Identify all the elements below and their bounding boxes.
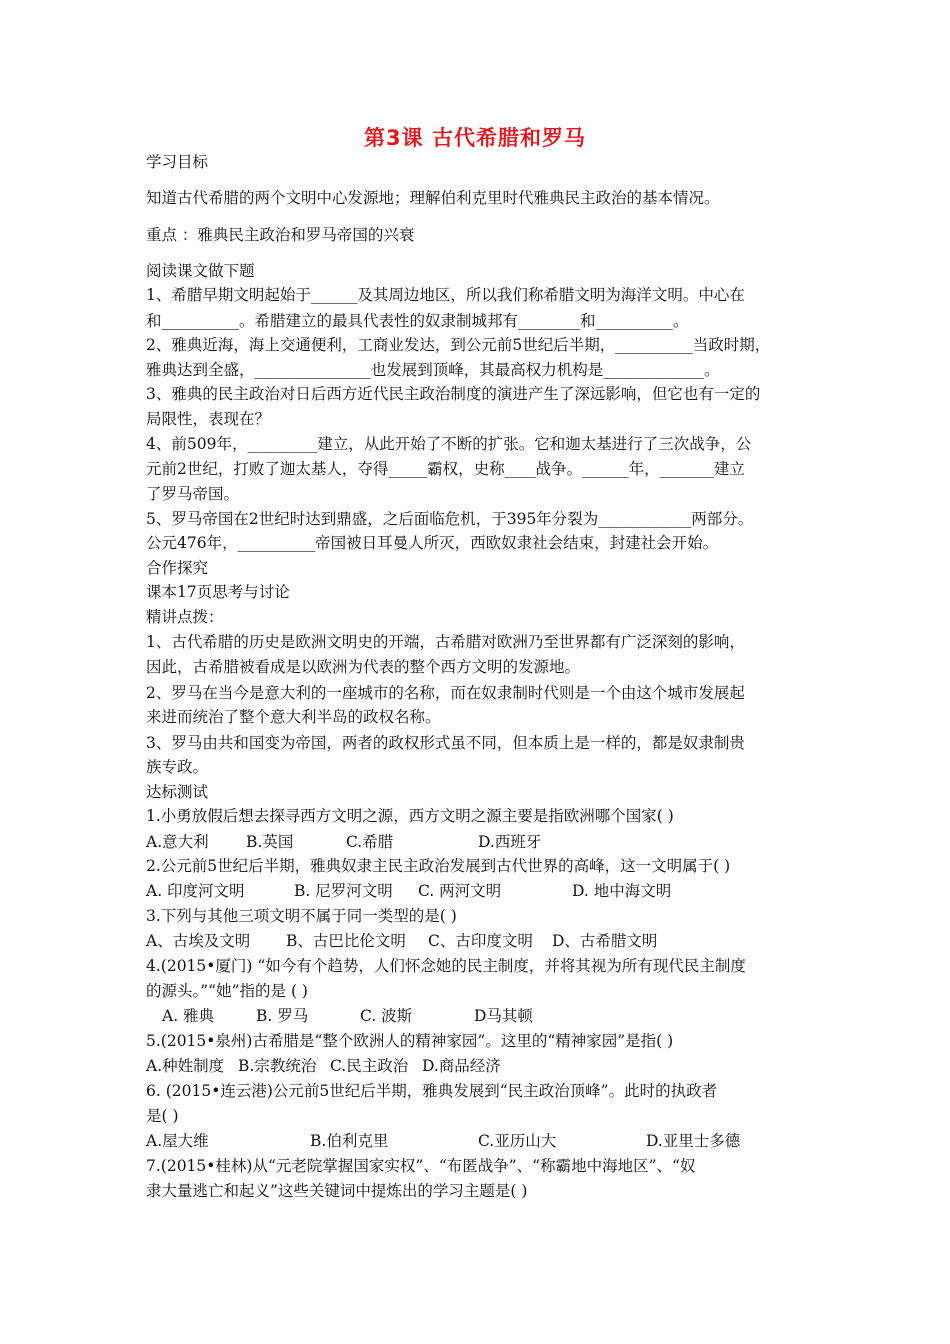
lecture-line: 2、罗马在当今是意大利的一座城市的名称，而在奴隶制时代则是一个由这个城市发展起 bbox=[146, 684, 745, 702]
lecture-line: 因此，古希腊被看成是以欧洲为代表的整个西方文明的发源地。 bbox=[146, 658, 581, 676]
question-1-options bbox=[146, 832, 836, 852]
option-a: A. 雅典 bbox=[162, 1007, 215, 1025]
option-d: D、古希腊文明 bbox=[552, 932, 658, 950]
reading-line: 5、罗马帝国在2世纪时达到鼎盛，之后面临危机，于395年分裂为____________两部分。 bbox=[146, 510, 754, 528]
question-6-stem: 是( ) bbox=[146, 1107, 179, 1125]
option-a: A.屋大维 bbox=[146, 1132, 209, 1150]
option-d: D马其顿 bbox=[474, 1007, 533, 1025]
option-b: B、古巴比伦文明 bbox=[286, 932, 406, 950]
option-c: C.民主政治 bbox=[330, 1057, 409, 1075]
reading-line: 2、雅典近海，海上交通便利，工商业发达，到公元前5世纪后半期，__________当政时期， bbox=[146, 336, 771, 354]
option-c: C、古印度文明 bbox=[428, 932, 533, 950]
option-a: A、古埃及文明 bbox=[146, 932, 251, 950]
option-c: C.希腊 bbox=[346, 833, 394, 851]
question-4-stem: 的源头。”“她”指的是 ( ) bbox=[146, 982, 308, 1000]
option-d: D.亚里士多德 bbox=[646, 1132, 741, 1150]
option-c: C.亚历山大 bbox=[478, 1132, 557, 1150]
reading-line: 了罗马帝国。 bbox=[146, 485, 240, 503]
question-2-options bbox=[146, 881, 836, 901]
option-d: D.西班牙 bbox=[478, 833, 542, 851]
reading-line: 4、前509年，_________建立，从此开始了不断的扩张。它和迦太基进行了三次战争，公 bbox=[146, 435, 752, 453]
question-4-options bbox=[162, 1006, 852, 1026]
question-4-stem: 4.(2015•厦门) “如今有个趋势，人们怀念她的民主制度，并将其视为所有现代民主制度 bbox=[146, 957, 746, 975]
lecture-line: 族专政。 bbox=[146, 758, 209, 776]
question-3-stem: 3.下列与其他三项文明不属于同一类型的是( ) bbox=[146, 907, 457, 925]
reading-line: 公元476年，__________帝国被日耳曼人所灭，西欧奴隶社会结束，封建社会开始。 bbox=[146, 534, 719, 552]
lecture-line: 3、罗马由共和国变为帝国，两者的政权形式虽不同，但本质上是一样的，都是奴隶制贵 bbox=[146, 734, 745, 752]
objectives-text: 知道古代希腊的两个文明中心发源地；理解伯利克里时代雅典民主政治的基本情况。 bbox=[146, 189, 720, 207]
reading-line: 3、雅典的民主政治对日后西方近代民主政治制度的演进产生了深远影响，但它也有一定的 bbox=[146, 385, 761, 403]
objectives-heading: 学习目标 bbox=[146, 153, 209, 171]
lecture-line: 1、古代希腊的历史是欧洲文明史的开端，古希腊对欧洲乃至世界都有广泛深刻的影响， bbox=[146, 633, 745, 651]
question-7-stem: 7.(2015•桂林)从“元老院掌握国家实权”、“布匿战争”、“称霸地中海地区”、“奴 bbox=[146, 1157, 696, 1175]
reading-line: 1、希腊早期文明起始于______及其周边地区，所以我们称希腊文明为海洋文明。中心在 bbox=[146, 286, 745, 304]
option-b: B.伯利克里 bbox=[310, 1132, 389, 1150]
page-title: 第3课 古代希腊和罗马 bbox=[364, 126, 586, 150]
option-c: C. 两河文明 bbox=[418, 882, 502, 900]
lecture-heading: 精讲点拨： bbox=[146, 608, 224, 626]
question-6-stem: 6. (2015•连云港)公元前5世纪后半期，雅典发展到“民主政治顶峰”。此时的执政者 bbox=[146, 1082, 718, 1100]
reading-line: 元前2世纪，打败了迦太基人，夺得_____霸权，史称____战争。______年，_______建立 bbox=[146, 460, 745, 478]
question-5-options bbox=[146, 1056, 836, 1076]
option-b: B. 尼罗河文明 bbox=[294, 882, 393, 900]
reading-line: 雅典达到全盛，_______________也发展到顶峰，其最高权力机构是_____________。 bbox=[146, 361, 720, 379]
reading-line: 和__________。希腊建立的最具代表性的奴隶制城邦有________和__________。 bbox=[146, 312, 689, 330]
option-d: D. 地中海文明 bbox=[572, 882, 672, 900]
option-b: B. 罗马 bbox=[256, 1007, 309, 1025]
reading-line: 局限性，表现在？ bbox=[146, 410, 271, 428]
option-c: C. 波斯 bbox=[360, 1007, 413, 1025]
question-5-stem: 5.(2015•泉州)古希腊是“整个欧洲人的精神家园”。这里的“精神家园”是指( ) bbox=[146, 1032, 674, 1050]
question-3-options bbox=[146, 931, 836, 951]
question-6-options bbox=[146, 1131, 836, 1151]
option-b: B.英国 bbox=[246, 833, 294, 851]
reading-heading: 阅读课文做下题 bbox=[146, 262, 255, 280]
test-heading: 达标测试 bbox=[146, 783, 209, 801]
option-a: A.种姓制度 bbox=[146, 1057, 225, 1075]
cooperation-heading: 合作探究 bbox=[146, 559, 209, 577]
cooperation-text: 课本17页思考与讨论 bbox=[146, 583, 290, 601]
option-b: B.宗教统治 bbox=[238, 1057, 317, 1075]
question-2-stem: 2.公元前5世纪后半期，雅典奴隶主民主政治发展到古代世界的高峰，这一文明属于( ) bbox=[146, 857, 731, 875]
option-a: A.意大利 bbox=[146, 833, 209, 851]
option-d: D.商品经济 bbox=[422, 1057, 501, 1075]
option-a: A. 印度河文明 bbox=[146, 882, 245, 900]
question-7-stem: 隶大量逃亡和起义”这些关键词中提炼出的学习主题是( ) bbox=[146, 1182, 528, 1200]
question-1-stem: 1.小勇放假后想去探寻西方文明之源，西方文明之源主要是指欧洲哪个国家( ) bbox=[146, 807, 674, 825]
key-points: 重点 ：雅典民主政治和罗马帝国的兴衰 bbox=[146, 226, 415, 244]
lecture-line: 来进而统治了整个意大利半岛的政权名称。 bbox=[146, 708, 441, 726]
